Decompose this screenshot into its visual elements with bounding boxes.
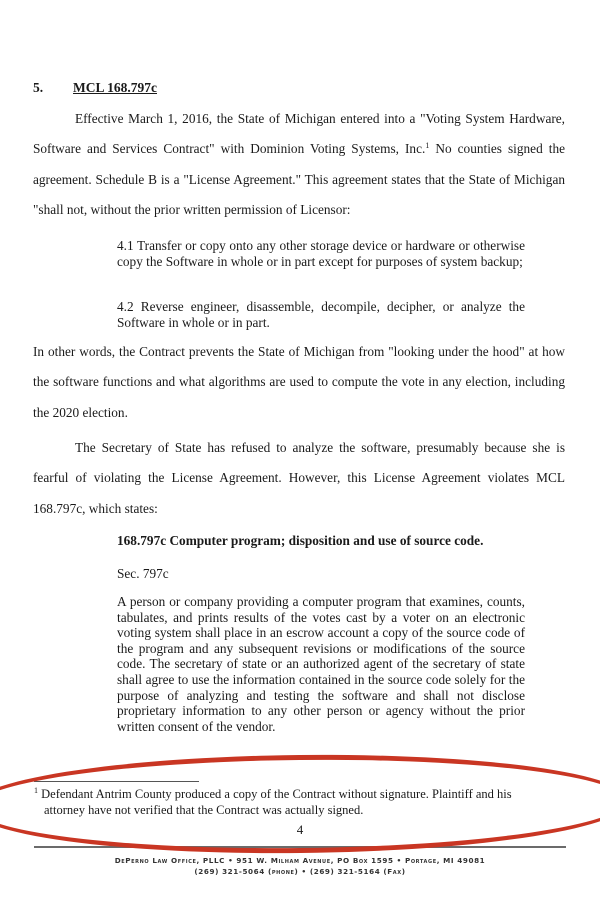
footer-phone: (269) 321-5064 (phone) • (269) 321-5164 (Fax) xyxy=(194,867,406,876)
footnote: $^1$ Defendant Antrim County produced a copy of the Contract without signature. Plaintiff and his attorney have not verified that the Contract was actually signed. xyxy=(34,786,512,817)
letterhead-footer xyxy=(0,855,600,877)
statute-title: 168.797c Computer program; disposition and use of source code. xyxy=(117,533,484,548)
paragraph-under-the-hood: In other words, the Contract prevents the State of Michigan from "looking under the hood" at how the software functions and what algorithms are used to compute the vote in any election, including the 2020 election. xyxy=(33,344,565,420)
paragraph-secretary-of-state: The Secretary of State has refused to analyze the software, presumably because she is fearful of violating the License Agreement. However, this License Agreement violates MCL 168.797c, which states: xyxy=(33,440,565,516)
section-heading xyxy=(33,80,157,96)
license-term-4-2: 4.2 Reverse engineer, disassemble, decompile, decipher, or analyze the Software in whole or in part. xyxy=(117,299,525,330)
section-title: MCL 168.797c xyxy=(73,80,157,95)
footer-address: DePerno Law Office, PLLC • 951 W. Milham Avenue, PO Box 1595 • Portage, MI 49081 xyxy=(114,856,486,865)
paragraph-contract: Effective March 1, 2016, the State of Michigan entered into a "Voting System Hardware, Software and Services Contract" with Dominion Voting Systems, Inc.$^1$ No counties signed the agreement. Schedule B is a "License Agreement." This agreement states that the State of Michigan "shall not, without the prior written permission of Licensor: xyxy=(33,111,566,217)
page-number: 4 xyxy=(296,822,304,837)
footnote-marker: 1 xyxy=(34,786,38,795)
statute-text: A person or company providing a computer program that examines, counts, tabulates, and prints results of the votes cast by a voter on an electronic voting system shall place in an escrow account a copy of the source code of the program and any subsequent revisions or modifications of the source code. The secretary of state or an authorized agent of the secretary of state shall agree to use the information contained in the source code solely for the purpose of analyzing and testing the software and shall not disclose proprietary information to any other person or agency without the prior written consent of the vendor. xyxy=(117,594,525,734)
red-ellipse-annotation xyxy=(0,752,600,857)
statute-section: Sec. 797c xyxy=(117,566,169,581)
license-term-4-1: 4.1 Transfer or copy onto any other storage device or hardware or otherwise copy the Software in whole or in part except for purposes of system backup; xyxy=(117,238,525,269)
section-number: 5. xyxy=(33,80,44,95)
footnote-reference[interactable]: 1 xyxy=(425,141,430,151)
